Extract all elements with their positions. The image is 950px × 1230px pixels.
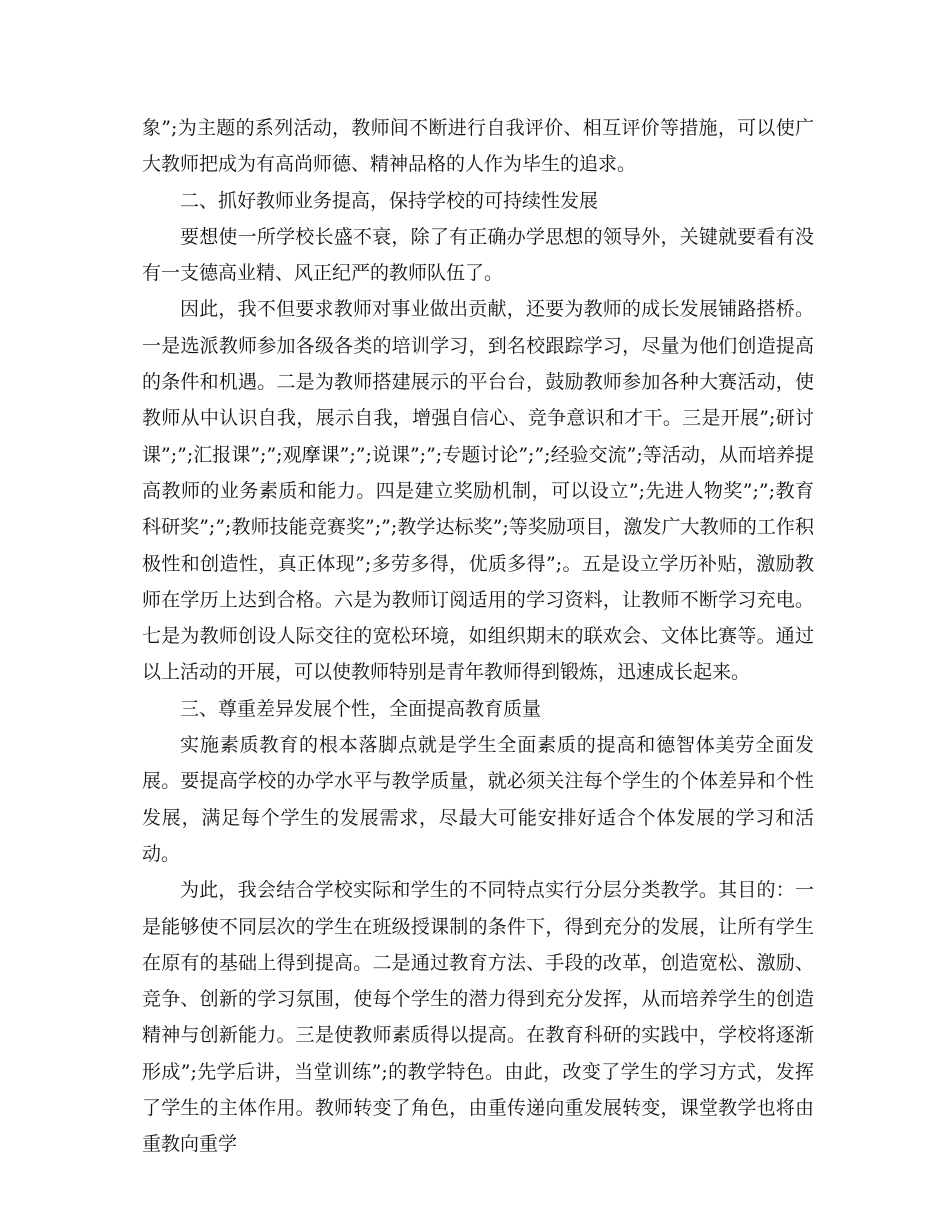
- paragraph: 因此，我不但要求教师对事业做出贡献，还要为教师的成长发展铺路搭桥。一是选派教师参加各级各类的培训学习，到名校跟踪学习，尽量为他们创造提高的条件和机遇。二是为教师搭建展示的平台台，鼓励教师参加各种大赛活动，使教师从中认识自我，展示自我，增强自信心、竞争意识和才干。三是开展”;研讨课”;”;汇报课”;”;观摩课”;”;说课”;”;专题讨论”;”;经验交流”;等活动，从而培养提高教师的业务素质和能力。四是建立奖励机制，可以设立”;先进人物奖”;”;教育科研奖”;”;教师技能竞赛奖”;”;教学达标奖”;等奖励项目，激发广大教师的工作积极性和创造性，真正体现”;多劳多得，优质多得”;。五是设立学历补贴，激励教师在学历上达到合格。六是为教师订阅适用的学习资料，让教师不断学习充电。七是为教师创设人际交往的宽松环境，如组织期末的联欢会、文体比赛等。通过以上活动的开展，可以使教师特别是青年教师得到锻炼，迅速成长起来。: [142, 298, 814, 684]
- document-body: [142, 110, 814, 1163]
- section-heading-3: 三、尊重差异发展个性，全面提高教育质量: [180, 697, 542, 720]
- paragraph: 要想使一所学校长盛不衰，除了有正确办学思想的领导外，关键就要看有没有一支德高业精、风正纪严的教师队伍了。: [142, 225, 814, 285]
- paragraph-continued: 象”;为主题的系列活动，教师间不断进行自我评价、相互评价等措施，可以使广大教师把成为有高尚师德、精神品格的人作为毕生的追求。: [142, 117, 814, 176]
- paragraph: 为此，我会结合学校实际和学生的不同特点实行分层分类教学。其目的：一是能够使不同层次的学生在班级授课制的条件下，得到充分的发展，让所有学生在原有的基础上得到提高。二是通过教育方法、手段的改革，创造宽松、激励、竞争、创新的学习氛围，使每个学生的潜力得到充分发挥，从而培养学生的创造精神与创新能力。三是使教师素质得以提高。在教育科研的实践中，学校将逐渐形成”;先学后讲，当堂训练”;的教学特色。由此，改变了学生的学习方式，发挥了学生的主体作用。教师转变了角色，由重传递向重发展转变，课堂教学也将由重教向重学: [142, 879, 814, 1156]
- paragraph: 实施素质教育的根本落脚点就是学生全面素质的提高和德智体美劳全面发展。要提高学校的办学水平与教学质量，就必须关注每个学生的个体差异和个性发展，满足每个学生的发展需求，尽最大可能安排好适合个体发展的学习和活动。: [142, 734, 814, 865]
- section-heading-2: 二、抓好教师业务提高，保持学校的可持续性发展: [180, 189, 599, 212]
